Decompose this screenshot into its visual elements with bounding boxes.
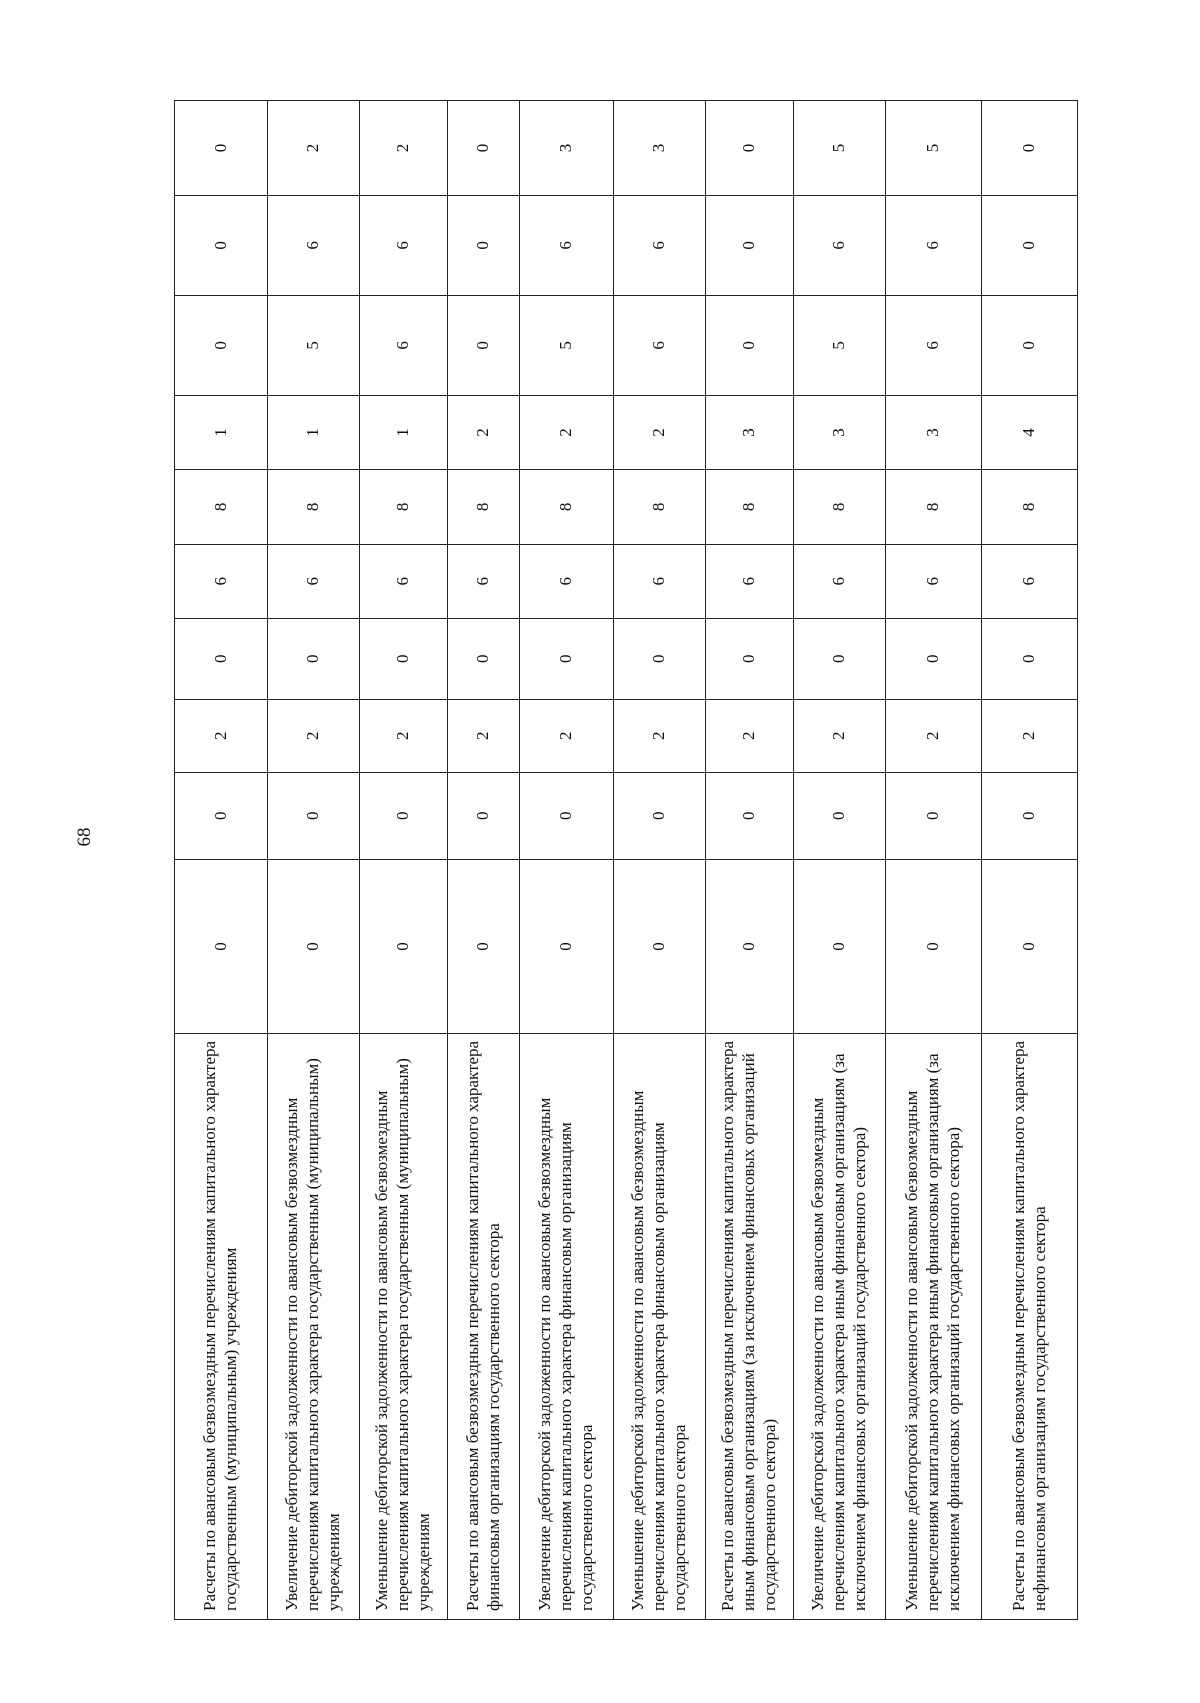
code-digit-cell: 6 [886, 544, 982, 618]
code-digit-cell: 3 [520, 101, 614, 196]
code-digit-cell: 0 [614, 618, 706, 699]
row-label: Расчеты по авансовым безвозмездным перечислениям капитального характера нефинансовым организациям государственного сектора [982, 1034, 1078, 1620]
table-row [175, 101, 268, 1620]
code-digit-cell: 0 [886, 772, 982, 859]
code-digit-cell: 6 [360, 295, 448, 395]
table-row [360, 101, 448, 1620]
code-digit-cell: 6 [520, 195, 614, 295]
code-digit-cell: 0 [794, 859, 886, 1033]
row-label: Увеличение дебиторской задолженности по авансовым безвозмездным перечислениям капитального характера финансовым организациям государственного сектора [520, 1034, 614, 1620]
code-digit-cell: 2 [175, 699, 268, 772]
code-digit-cell: 0 [175, 772, 268, 859]
row-label: Увеличение дебиторской задолженности по авансовым безвозмездным перечислениям капитального характера государственным (муниципальным) учреждениям [268, 1034, 360, 1620]
code-digit-cell: 6 [360, 195, 448, 295]
rotated-table-container [174, 100, 1077, 1620]
code-digit-cell: 0 [706, 772, 794, 859]
code-digit-cell: 0 [360, 618, 448, 699]
row-label: Уменьшение дебиторской задолженности по авансовым безвозмездным перечислениям капитального характера финансовым организациям государственного сектора [614, 1034, 706, 1620]
code-digit-cell: 6 [520, 544, 614, 618]
code-digit-cell: 0 [360, 772, 448, 859]
code-digit-cell: 8 [794, 470, 886, 544]
code-digit-cell: 2 [268, 699, 360, 772]
code-digit-cell: 6 [614, 295, 706, 395]
code-digit-cell: 6 [886, 295, 982, 395]
table-row [794, 101, 886, 1620]
code-digit-cell: 6 [614, 195, 706, 295]
code-digit-cell: 8 [360, 470, 448, 544]
code-digit-cell: 0 [982, 859, 1078, 1033]
code-digit-cell: 2 [448, 395, 520, 469]
code-digit-cell: 3 [886, 395, 982, 469]
code-digit-cell: 0 [982, 772, 1078, 859]
code-digit-cell: 5 [886, 101, 982, 196]
code-digit-cell: 0 [520, 859, 614, 1033]
code-digit-cell: 0 [448, 295, 520, 395]
code-digit-cell: 5 [268, 295, 360, 395]
code-digit-cell: 0 [706, 295, 794, 395]
row-label: Уменьшение дебиторской задолженности по авансовым безвозмездным перечислениям капитального характера государственным (муниципальным) учреждениям [360, 1034, 448, 1620]
code-digit-cell: 6 [448, 544, 520, 618]
table-row [268, 101, 360, 1620]
table-body [175, 101, 1078, 1620]
code-digit-cell: 6 [614, 544, 706, 618]
table-row [614, 101, 706, 1620]
code-digit-cell: 8 [175, 470, 268, 544]
code-digit-cell: 0 [886, 618, 982, 699]
code-digit-cell: 0 [982, 195, 1078, 295]
code-digit-cell: 0 [706, 101, 794, 196]
code-digit-cell: 8 [982, 470, 1078, 544]
row-label: Увеличение дебиторской задолженности по авансовым безвозмездным перечислениям капитального характера иным финансовым организациям (за исключением финансовых организаций государственного сектора) [794, 1034, 886, 1620]
code-digit-cell: 0 [268, 859, 360, 1033]
code-digit-cell: 1 [175, 395, 268, 469]
code-digit-cell: 0 [448, 859, 520, 1033]
code-digit-cell: 2 [614, 699, 706, 772]
code-digit-cell: 3 [794, 395, 886, 469]
code-digit-cell: 5 [520, 295, 614, 395]
code-digit-cell: 0 [520, 772, 614, 859]
row-label: Расчеты по авансовым безвозмездным перечислениям капитального характера финансовым организациям государственного сектора [448, 1034, 520, 1620]
code-digit-cell: 8 [614, 470, 706, 544]
code-digit-cell: 0 [794, 772, 886, 859]
table-row [448, 101, 520, 1620]
code-digit-cell: 6 [794, 195, 886, 295]
code-digit-cell: 0 [175, 101, 268, 196]
code-digit-cell: 0 [268, 618, 360, 699]
code-digit-cell: 0 [706, 859, 794, 1033]
code-digit-cell: 0 [360, 859, 448, 1033]
code-digit-cell: 6 [706, 544, 794, 618]
code-digit-cell: 0 [794, 618, 886, 699]
row-label: Расчеты по авансовым безвозмездным перечислениям капитального характера иным финансовым организациям (за исключением финансовых организаций государственного сектора) [706, 1034, 794, 1620]
code-digit-cell: 0 [520, 618, 614, 699]
page-number: 68 [74, 827, 95, 847]
table-row [982, 101, 1078, 1620]
table-row [886, 101, 982, 1620]
code-digit-cell: 0 [614, 859, 706, 1033]
code-digit-cell: 3 [706, 395, 794, 469]
code-digit-cell: 1 [268, 395, 360, 469]
code-digit-cell: 0 [175, 859, 268, 1033]
code-digit-cell: 4 [982, 395, 1078, 469]
table-row [706, 101, 794, 1620]
code-digit-cell: 0 [982, 618, 1078, 699]
code-digit-cell: 2 [360, 101, 448, 196]
code-digit-cell: 2 [520, 699, 614, 772]
code-digit-cell: 0 [448, 618, 520, 699]
code-digit-cell: 0 [982, 295, 1078, 395]
code-digit-cell: 2 [520, 395, 614, 469]
code-digit-cell: 6 [982, 544, 1078, 618]
code-digit-cell: 2 [886, 699, 982, 772]
code-digit-cell: 6 [175, 544, 268, 618]
row-label: Уменьшение дебиторской задолженности по авансовым безвозмездным перечислениям капитального характера иным финансовым организациям (за исключением финансовых организаций государственного сектора) [886, 1034, 982, 1620]
code-digit-cell: 0 [706, 195, 794, 295]
code-digit-cell: 2 [794, 699, 886, 772]
table-row [520, 101, 614, 1620]
code-digit-cell: 0 [886, 859, 982, 1033]
code-digit-cell: 8 [886, 470, 982, 544]
code-digit-cell: 8 [268, 470, 360, 544]
code-digit-cell: 8 [520, 470, 614, 544]
code-digit-cell: 2 [448, 699, 520, 772]
code-digit-cell: 8 [706, 470, 794, 544]
code-digit-cell: 0 [448, 101, 520, 196]
code-digit-cell: 6 [268, 544, 360, 618]
code-digit-cell: 0 [448, 772, 520, 859]
code-digit-cell: 0 [448, 195, 520, 295]
row-label: Расчеты по авансовым безвозмездным перечислениям капитального характера государственным (муниципальным) учреждениям [175, 1034, 268, 1620]
code-digit-cell: 6 [268, 195, 360, 295]
code-digit-cell: 2 [706, 699, 794, 772]
code-digit-cell: 5 [794, 101, 886, 196]
code-digit-cell: 6 [360, 544, 448, 618]
code-digit-cell: 3 [614, 101, 706, 196]
code-digit-cell: 0 [614, 772, 706, 859]
code-digit-cell: 2 [614, 395, 706, 469]
code-digit-cell: 2 [360, 699, 448, 772]
code-digit-cell: 8 [448, 470, 520, 544]
code-digit-cell: 5 [794, 295, 886, 395]
code-digit-cell: 0 [175, 295, 268, 395]
code-digit-cell: 2 [268, 101, 360, 196]
code-digit-cell: 1 [360, 395, 448, 469]
code-digit-cell: 0 [268, 772, 360, 859]
code-digit-cell: 0 [706, 618, 794, 699]
code-digit-cell: 6 [794, 544, 886, 618]
code-digit-cell: 0 [982, 101, 1078, 196]
code-digit-cell: 0 [175, 195, 268, 295]
account-codes-table [174, 100, 1078, 1620]
code-digit-cell: 0 [175, 618, 268, 699]
code-digit-cell: 6 [886, 195, 982, 295]
code-digit-cell: 2 [982, 699, 1078, 772]
